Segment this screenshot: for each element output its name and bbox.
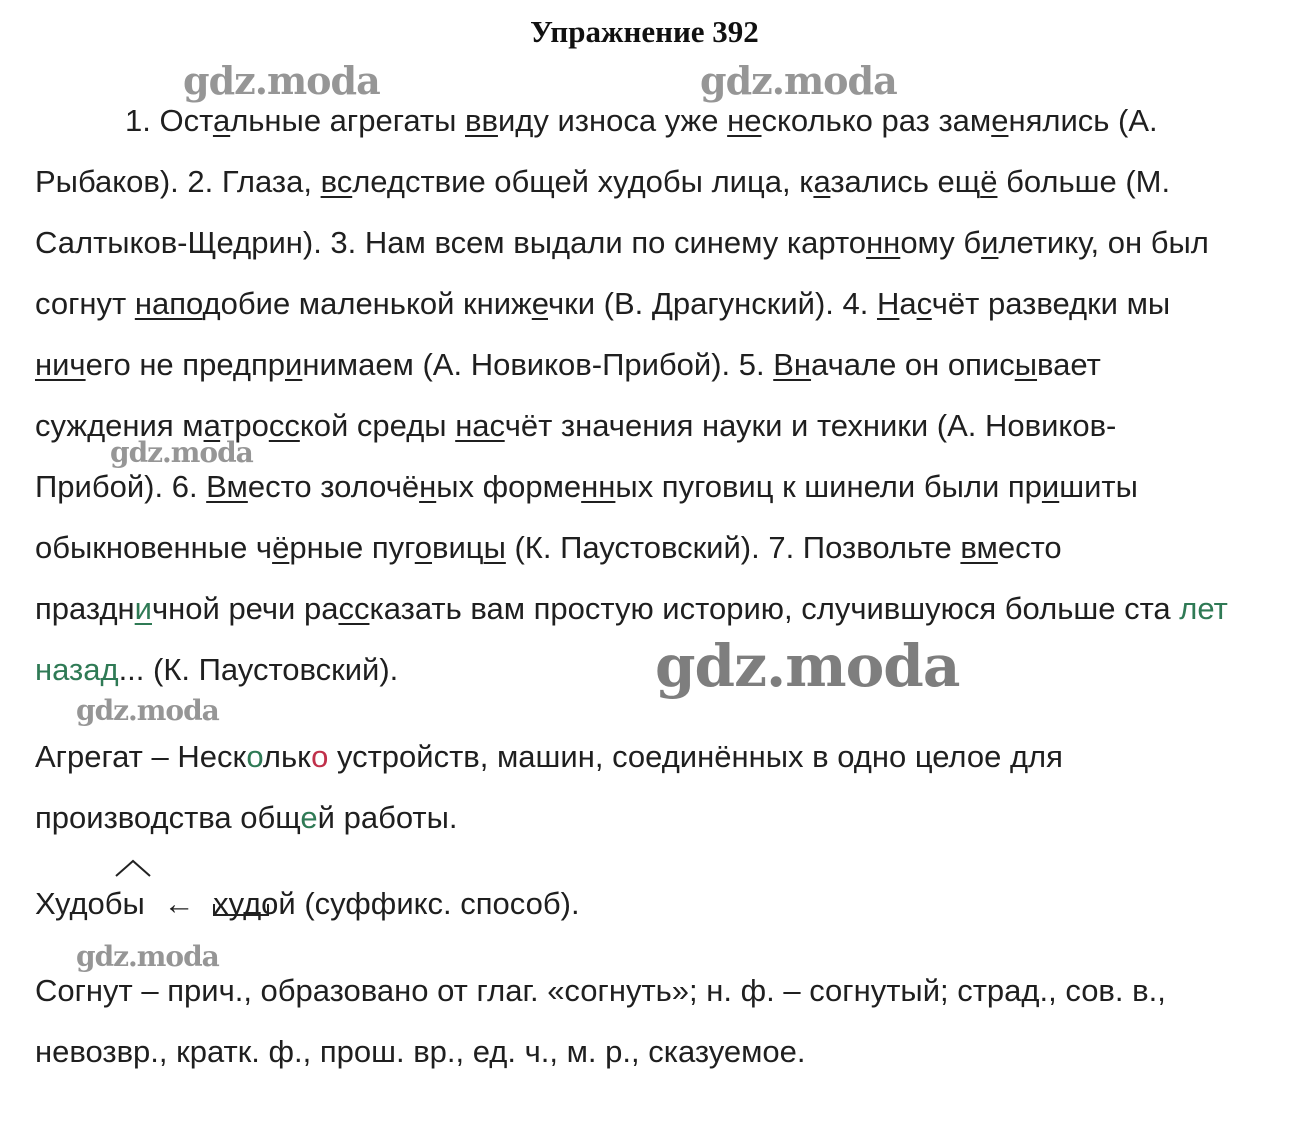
watermark: gdz.moda bbox=[76, 940, 219, 973]
watermark: gdz.moda bbox=[700, 58, 897, 103]
underlined-letters: вс bbox=[320, 164, 353, 199]
underlined-letters: ё bbox=[980, 164, 998, 199]
text-segment: ... (К. Паустовский). bbox=[118, 652, 399, 687]
text-segment: чки (В. Драгунский). 4. bbox=[548, 286, 877, 321]
page-title: Упражнение 392 bbox=[530, 14, 759, 49]
watermark: gdz.moda bbox=[110, 436, 253, 469]
text-segment: Агрегат – Неск bbox=[35, 739, 247, 774]
underlined-letters: е bbox=[991, 103, 1009, 138]
text-segment: летику, он был согнут bbox=[35, 225, 1209, 321]
text-segment: льк bbox=[262, 739, 312, 774]
underlined-letters: а bbox=[813, 164, 831, 199]
text-segment: его не предпр bbox=[85, 347, 285, 382]
underlined-letters: е bbox=[531, 286, 548, 321]
underlined-letters: н bbox=[419, 469, 437, 504]
word-formation-line bbox=[35, 873, 1235, 934]
underlined-letters: ё bbox=[272, 530, 290, 565]
watermark: gdz.moda bbox=[183, 58, 380, 103]
underlined-letters: ы bbox=[483, 530, 506, 565]
underlined-letters: сс bbox=[338, 591, 370, 626]
underlined-letters: нн bbox=[581, 469, 616, 504]
text-segment: больше (М. Салтыков-Щедрин). 3. Нам всем выдали по синему карто bbox=[35, 164, 1171, 260]
text-segment: шиты обыкновенные ч bbox=[35, 469, 1138, 565]
underlined-letters: нич bbox=[35, 347, 86, 382]
text-segment: ых форме bbox=[436, 469, 582, 504]
text-segment: й работы. bbox=[317, 800, 458, 835]
underlined-letters: и bbox=[981, 225, 999, 260]
source-word: худой bbox=[213, 886, 296, 921]
text-segment: кой среды bbox=[299, 408, 456, 443]
text-segment: ых пуговиц к шинели были пр bbox=[615, 469, 1042, 504]
text-segment: иду износа уже bbox=[497, 103, 728, 138]
exercise-text bbox=[35, 90, 1235, 700]
text-segment: ому б bbox=[900, 225, 982, 260]
text-segment: ледствие общей худобы лица, к bbox=[352, 164, 814, 199]
underlined-letters: а bbox=[203, 408, 221, 443]
underlined-letters: Вм bbox=[206, 469, 248, 504]
underlined-letters: напо bbox=[134, 286, 203, 321]
root-arc-mark bbox=[115, 859, 151, 877]
underlined-letters: о bbox=[414, 530, 433, 565]
text-segment: о bbox=[311, 739, 329, 774]
underlined-letters: Н bbox=[876, 286, 900, 321]
text-segment: казать вам простую историю, случившуюся больше ста bbox=[369, 591, 1180, 626]
text-segment: устройств, машин, соединённых в одно целое для производства общ bbox=[35, 739, 1063, 835]
text-segment: о bbox=[246, 739, 263, 774]
text-segment: виц bbox=[432, 530, 484, 565]
word-hudoby: Худобы bbox=[35, 886, 145, 921]
source-word-wrap bbox=[213, 873, 296, 934]
underlined-letters: с bbox=[916, 286, 932, 321]
text-segment: е bbox=[300, 800, 318, 835]
text-segment: тро bbox=[220, 408, 269, 443]
underlined-letters: а bbox=[212, 103, 231, 138]
underlined-letters: не bbox=[727, 103, 762, 138]
underlined-letters: Вн bbox=[773, 347, 812, 382]
definition-text bbox=[35, 726, 1235, 848]
watermark: gdz.moda bbox=[76, 694, 219, 727]
text-segment: чёт значения науки и техники (А. Новиков-Прибой). 6. bbox=[35, 408, 1117, 504]
text-segment: лет назад bbox=[35, 591, 1228, 687]
root-bracket-mark bbox=[213, 903, 269, 917]
text-segment: вает суждения м bbox=[35, 347, 1101, 443]
underlined-letters: нас bbox=[455, 408, 505, 443]
text-segment: льные агрегаты bbox=[230, 103, 465, 138]
text-segment: чной речи ра bbox=[152, 591, 339, 626]
text-segment: нимаем (А. Новиков-Прибой). 5. bbox=[302, 347, 774, 382]
text-segment: есто золочё bbox=[247, 469, 420, 504]
underlined-letters: и bbox=[134, 591, 152, 626]
text-segment: 1. Ост bbox=[125, 103, 213, 138]
underlined-letters: и bbox=[285, 347, 303, 382]
text-segment: добие маленькой книж bbox=[202, 286, 532, 321]
word-morpheme-marked bbox=[35, 873, 145, 934]
text-segment: зались ещ bbox=[830, 164, 981, 199]
morphological-analysis: Согнут – прич., образовано от глаг. «согнуть»; н. ф. – согнутый; страд., сов. в., невозвр., кратк. ф., прош. вр., ед. ч., м. р., сказуемое. bbox=[35, 973, 1166, 1069]
text-segment: (К. Паустовский). 7. Позвольте bbox=[505, 530, 961, 565]
underlined-letters: сс bbox=[268, 408, 300, 443]
text-segment: а bbox=[899, 286, 917, 321]
text-segment: сколько раз зам bbox=[761, 103, 992, 138]
underlined-letters: и bbox=[1041, 469, 1060, 504]
underlined-letters: вм bbox=[960, 530, 998, 565]
derivation-arrow-icon: ← bbox=[163, 886, 195, 921]
underlined-letters: нн bbox=[866, 225, 901, 260]
underlined-letters: вв bbox=[465, 103, 498, 138]
text-segment: ачале он опис bbox=[811, 347, 1015, 382]
text-segment: рные пуг bbox=[289, 530, 415, 565]
text-segment: чёт разведки мы bbox=[931, 286, 1171, 321]
text-segment: есто праздн bbox=[35, 530, 1062, 626]
underlined-letters: ы bbox=[1014, 347, 1038, 382]
text-segment: нялись (А. Рыбаков). 2. Глаза, bbox=[35, 103, 1158, 199]
watermark: gdz.moda bbox=[655, 632, 960, 700]
derivation-note: (суффикс. способ). bbox=[295, 886, 580, 921]
